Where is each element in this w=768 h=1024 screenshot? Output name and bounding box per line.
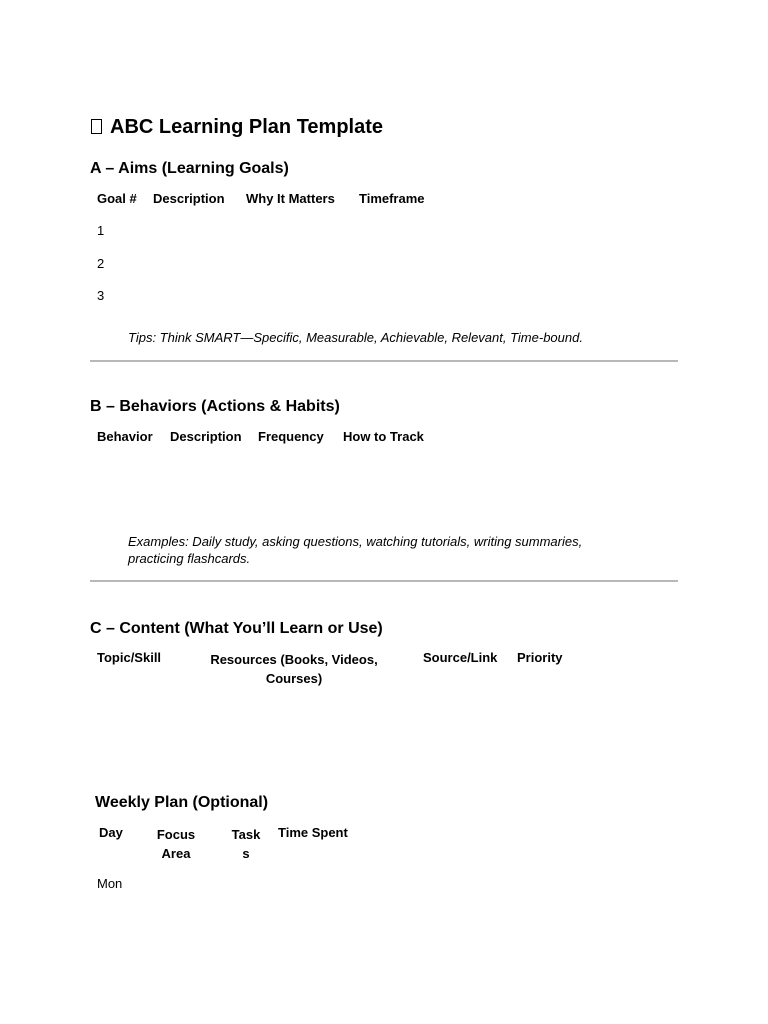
behaviors-col-behavior: Behavior [97, 429, 153, 444]
weekly-col-day: Day [99, 825, 123, 840]
content-col-priority: Priority [517, 650, 563, 665]
content-col-source: Source/Link [423, 650, 498, 665]
behaviors-examples: Examples: Daily study, asking questions, watching tutorials, writing summaries, practicing flashcards. [128, 534, 583, 566]
aims-col-description: Description [153, 191, 225, 206]
aims-col-why: Why It Matters [246, 191, 335, 206]
behaviors-col-description: Description [170, 429, 242, 444]
page-title-text: ABC Learning Plan Template [110, 116, 384, 138]
section-divider [90, 580, 678, 582]
behaviors-col-frequency: Frequency [258, 429, 324, 444]
missing-glyph-icon [91, 119, 102, 134]
weekly-col-time: Time Spent [278, 825, 348, 840]
aims-row-1: 1 [97, 223, 105, 238]
aims-col-goal: Goal # [97, 191, 137, 206]
weekly-row-mon: Mon [97, 876, 123, 891]
behaviors-col-track: How to Track [343, 429, 424, 444]
aims-row-3: 3 [97, 288, 105, 303]
section-divider [90, 360, 678, 362]
aims-heading: A – Aims (Learning Goals) [90, 160, 289, 177]
aims-row-2: 2 [97, 256, 105, 271]
aims-tip: Tips: Think SMART—Specific, Measurable, Achievable, Relevant, Time-bound. [128, 330, 583, 345]
weekly-col-tasks: Tasks [231, 827, 261, 861]
page-title [91, 116, 383, 139]
weekly-heading: Weekly Plan (Optional) [95, 794, 269, 811]
behaviors-heading: B – Behaviors (Actions & Habits) [90, 398, 340, 415]
content-heading: C – Content (What You’ll Learn or Use) [90, 620, 383, 637]
aims-col-timeframe: Timeframe [359, 191, 425, 206]
content-col-resources: Resources (Books, Videos, Courses) [210, 652, 378, 686]
content-col-topic: Topic/Skill [97, 650, 162, 665]
weekly-col-focus: Focus Area [156, 827, 196, 861]
